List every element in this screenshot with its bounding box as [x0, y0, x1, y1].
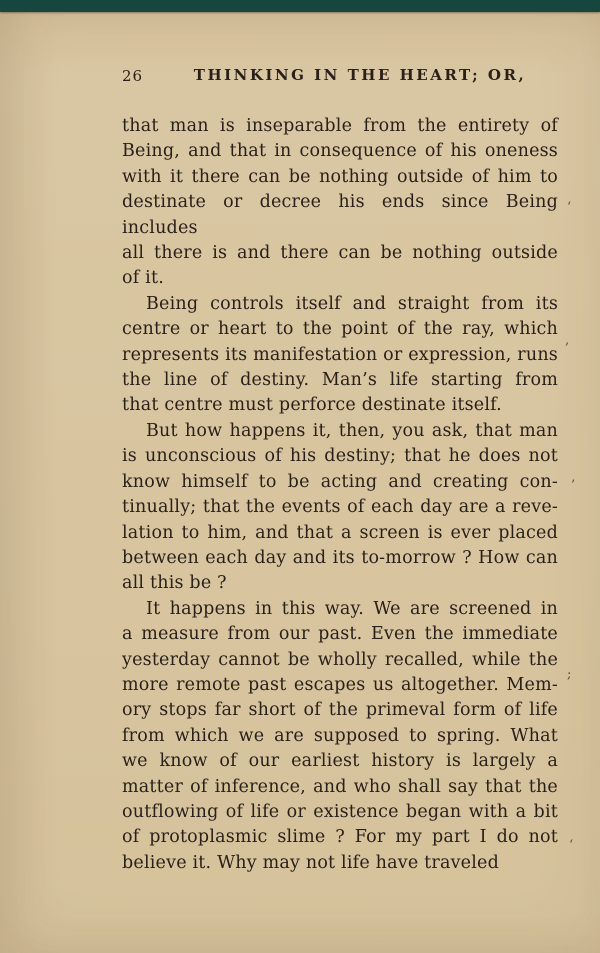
ink-speck: ‚ [565, 333, 570, 348]
text-line: yesterday cannot be wholly recalled, while the [122, 649, 558, 670]
text-line: a measure from our past. Even the immediate [122, 624, 558, 645]
text-line: of it. [122, 268, 164, 289]
page-body [122, 114, 558, 876]
text-line: represents its manifestation or expression, runs [122, 344, 558, 365]
text-line: destinate or decree his ends since Being includes [122, 192, 558, 238]
text-line: But how happens it, then, you ask, that man [146, 420, 558, 441]
text-line: that man is inseparable from the entirety of [122, 116, 558, 136]
text-line: It happens in this way. We are screened in [146, 598, 558, 619]
text-line: all there is and there can be nothing outside [122, 243, 558, 264]
text-line: all this be ? [122, 573, 227, 594]
ink-speck: ’ [571, 478, 576, 493]
text-line: know himself to be acting and creating con- [122, 471, 558, 492]
text-line: of protoplasmic slime ? For my part I do not [122, 827, 558, 848]
ink-speck: ‘ [569, 838, 574, 853]
text-line: with it there can be nothing outside of him to [122, 166, 558, 187]
ink-speck: ; [567, 667, 572, 682]
text-line: matter of inference, and who shall say that the [122, 776, 558, 797]
text-line: lation to him, and that a screen is ever placed [122, 522, 558, 543]
text-line: Being controls itself and straight from its [146, 293, 558, 314]
text-line: from which we are supposed to spring. What [122, 725, 558, 746]
text-line: ory stops far short of the primeval form of life [122, 700, 558, 721]
text-line: centre or heart to the point of the ray, which [122, 319, 558, 340]
text-line: we know of our earliest history is largely a [122, 751, 558, 772]
ink-speck: ‘ [567, 200, 572, 215]
text-line: is unconscious of his destiny; that he does not [122, 446, 558, 467]
text-line: Being, and that in consequence of his oneness [122, 141, 558, 162]
text-line: the line of destiny. Man’s life starting from [122, 370, 558, 391]
text-line: more remote past escapes us altogether. Mem- [122, 674, 558, 695]
page-header [122, 66, 558, 88]
text-line: outflowing of life or existence began with a bit [122, 801, 558, 822]
text-line: between each day and its to-morrow ? How can [122, 547, 558, 568]
page-number: 26 [122, 67, 144, 85]
text-line: that centre must perforce destinate itself. [122, 395, 502, 416]
text-line: tinually; that the events of each day are a reve- [122, 497, 558, 518]
scan-top-edge [0, 0, 600, 12]
running-header-title: THINKING IN THE HEART; OR, [193, 66, 527, 84]
text-line: believe it. Why may not life have traveled [122, 852, 499, 873]
